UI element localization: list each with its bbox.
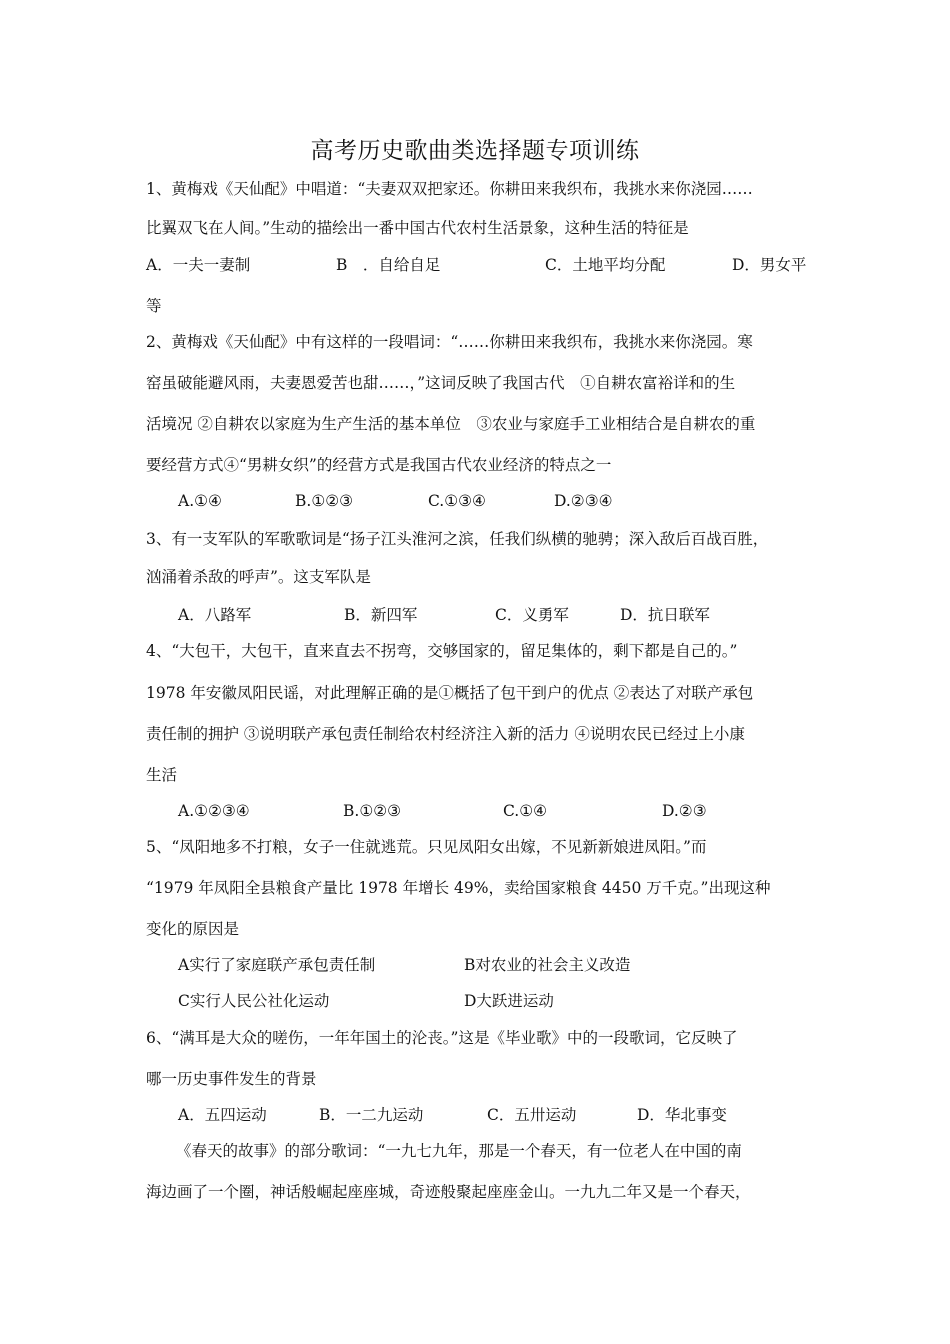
q6-option-b: B．一二九运动 — [319, 1106, 424, 1124]
q6-option-a: A．五四运动 — [178, 1106, 267, 1124]
q2-option-c: C.①③④ — [428, 492, 486, 510]
q3-line-2: 汹涌着杀敌的呼声”。这支军队是 — [146, 568, 371, 586]
q2-option-b: B.①②③ — [295, 492, 354, 510]
q5-line-3: 变化的原因是 — [146, 920, 240, 938]
q1-line-1: 1、黄梅戏《天仙配》中唱道：“夫妻双双把家还。你耕田来我织布，我挑水来你浇园…… — [146, 180, 753, 198]
q4-line-1: 4、“大包干，大包干，直来直去不拐弯，交够国家的，留足集体的，剩下都是自己的。” — [146, 642, 738, 660]
q2-line-1: 2、黄梅戏《天仙配》中有这样的一段唱词：“……你耕田来我织布，我挑水来你浇园。寒 — [146, 333, 753, 351]
q5-option-c: C实行人民公社化运动 — [178, 992, 330, 1010]
q7-line-2: 海边画了一个圈，神话般崛起座座城，奇迹般聚起座座金山。一九九二年又是一个春天， — [146, 1183, 751, 1201]
q4-option-c: C.①④ — [503, 802, 548, 820]
q4-option-b: B.①②③ — [343, 802, 402, 820]
q3-option-d: D．抗日联军 — [620, 606, 710, 624]
q2-line-2: 窑虽破能避风雨，夫妻恩爱苦也甜……，”这词反映了我国古代 ①自耕农富裕详和的生 — [146, 374, 736, 392]
q1-option-d-continued: 等 — [146, 297, 162, 315]
q4-option-d: D.②③ — [662, 802, 707, 820]
q1-line-2: 比翼双飞在人间。”生动的描绘出一番中国古代农村生活景象，这种生活的特征是 — [146, 219, 689, 237]
q1-option-d: D．男女平 — [732, 256, 807, 274]
q3-option-c: C．义勇军 — [495, 606, 569, 624]
q3-option-a: A．八路军 — [178, 606, 252, 624]
q5-option-a: A实行了家庭联产承包责任制 — [178, 956, 376, 974]
q2-option-d: D.②③④ — [554, 492, 613, 510]
q2-line-3: 活境况 ②自耕农以家庭为生产生活的基本单位 ③农业与家庭手工业相结合是自耕农的重 — [146, 415, 756, 433]
q5-option-b: B对农业的社会主义改造 — [464, 956, 631, 974]
q1-option-a: A．一夫一妻制 — [146, 256, 251, 274]
q6-option-d: D．华北事变 — [637, 1106, 727, 1124]
q1-option-c: C．土地平均分配 — [545, 256, 666, 274]
q2-line-4: 要经营方式④“男耕女织”的经营方式是我国古代农业经济的特点之一 — [146, 456, 612, 474]
q6-option-c: C．五卅运动 — [487, 1106, 577, 1124]
q4-line-4: 生活 — [146, 766, 178, 784]
q7-line-1: 《春天的故事》的部分歌词：“一九七九年，那是一个春天，有一位老人在中国的南 — [176, 1142, 742, 1160]
page-title: 高考历史歌曲类选择题专项训练 — [310, 138, 640, 164]
q4-line-2: 1978 年安徽凤阳民谣，对此理解正确的是①概括了包干到户的优点 ②表达了对联产承包 — [146, 684, 754, 702]
q5-option-d: D大跃进运动 — [464, 992, 554, 1010]
q4-option-a: A.①②③④ — [178, 802, 250, 820]
q5-line-1: 5、“凤阳地多不打粮，女子一住就逃荒。只见凤阳女出嫁，不见新新娘进凤阳。”而 — [146, 838, 707, 856]
q5-line-2: “1979 年凤阳全县粮食产量比 1978 年增长 49%，卖给国家粮食 4450 万千克。”出现这种 — [146, 879, 771, 897]
q6-line-1: 6、“满耳是大众的嗟伤，一年年国土的沦丧。”这是《毕业歌》中的一段歌词，它反映了 — [146, 1029, 738, 1047]
q3-option-b: B．新四军 — [344, 606, 418, 624]
q6-line-2: 哪一历史事件发生的背景 — [146, 1070, 317, 1088]
q2-option-a: A.①④ — [178, 492, 222, 510]
q3-line-1: 3、有一支军队的军歌歌词是“扬子江头淮河之滨，任我们纵横的驰骋；深入敌后百战百胜， — [146, 530, 769, 548]
q4-line-3: 责任制的拥护 ③说明联产承包责任制给农村经济注入新的活力 ④说明农民已经过上小康 — [146, 725, 745, 743]
q1-option-b: B ．自给自足 — [336, 256, 441, 274]
